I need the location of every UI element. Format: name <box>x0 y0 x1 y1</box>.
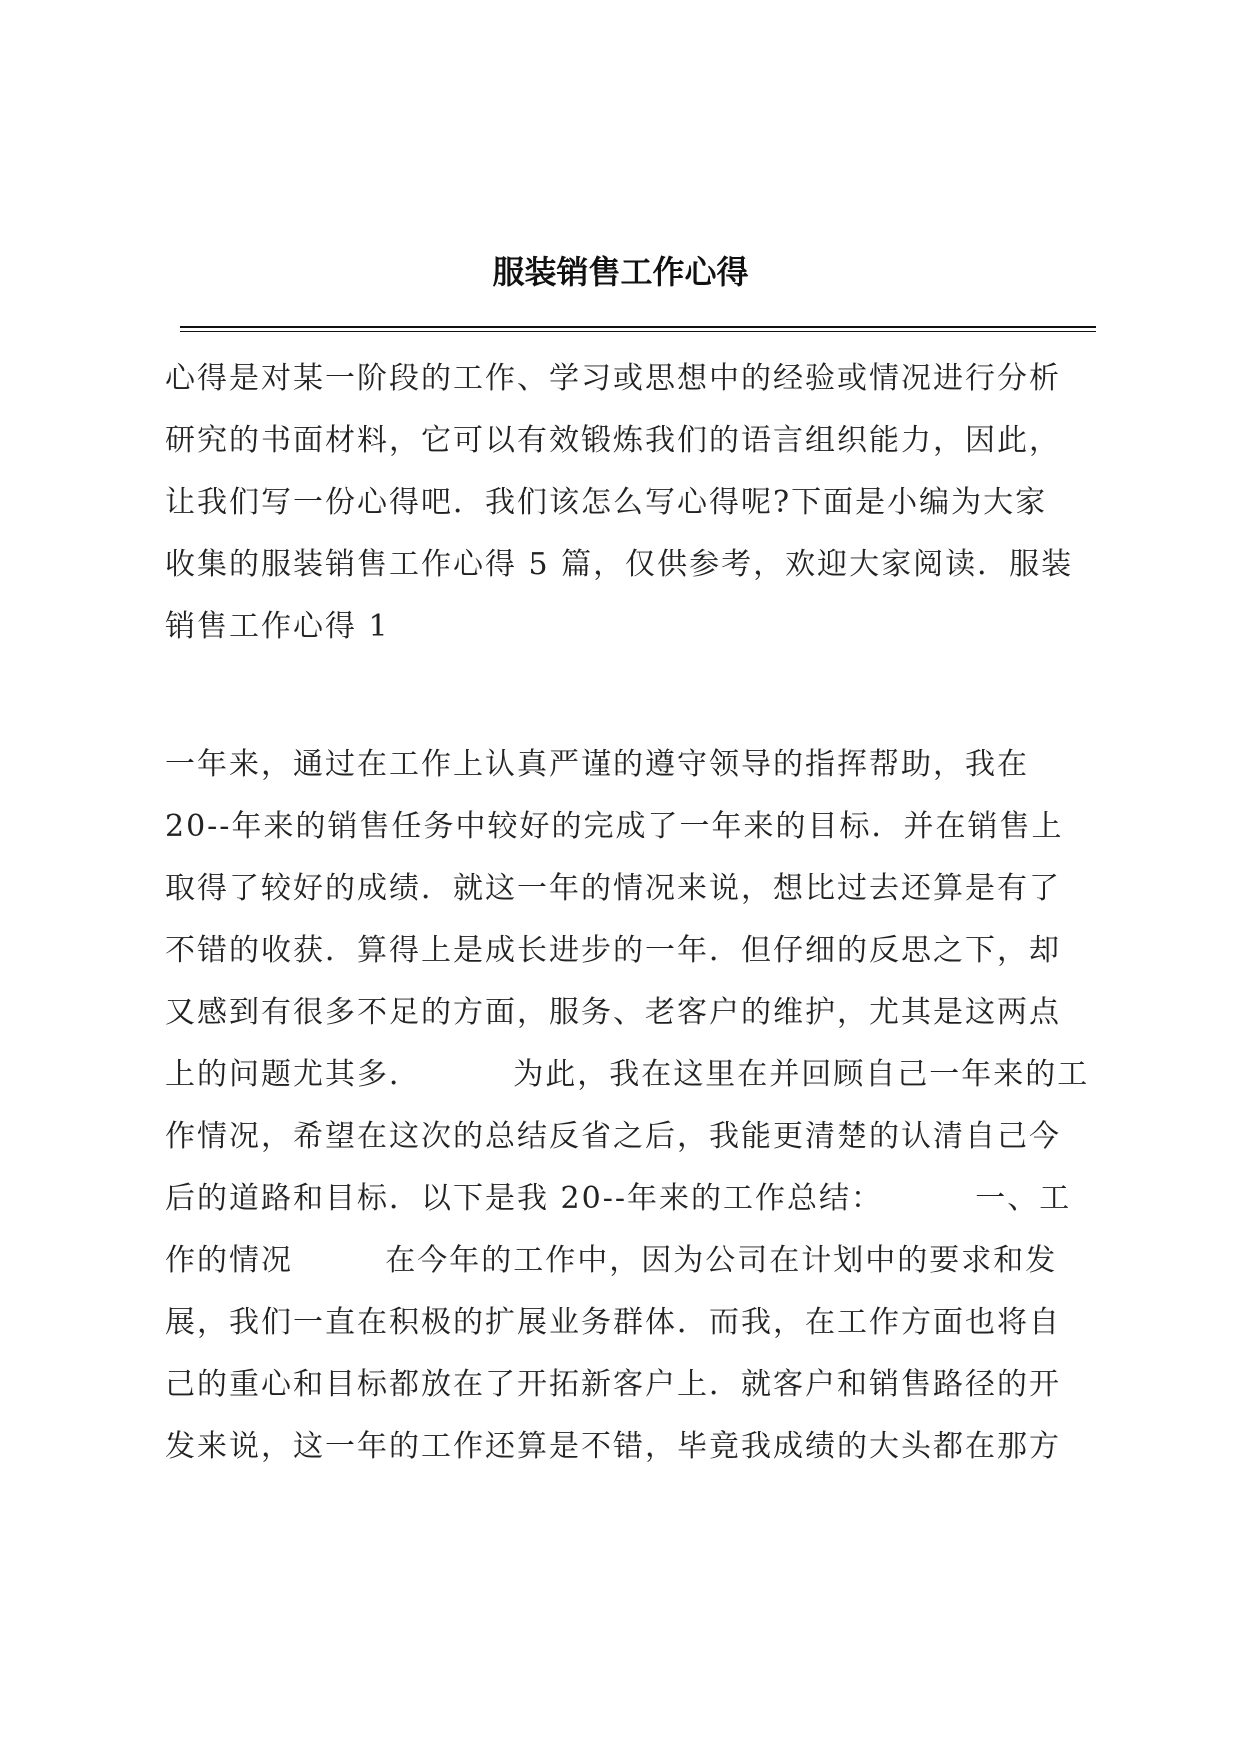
paragraph-line: 心得是对某一阶段的工作、学习或思想中的经验或情况进行分析 <box>165 361 1061 396</box>
paragraph-line: 让我们写一份心得吧．我们该怎么写心得呢?下面是小编为大家 <box>165 485 1048 520</box>
body-paragraph <box>165 734 1099 1478</box>
paragraph-line: 取得了较好的成绩．就这一年的情况来说，想比过去还算是有了 <box>165 871 1061 906</box>
paragraph-line: 作的情况 在今年的工作中，因为公司在计划中的要求和发 <box>165 1243 1058 1278</box>
paragraph-line: 又感到有很多不足的方面，服务、老客户的维护，尤其是这两点 <box>165 995 1061 1030</box>
paragraph-line: 20--年来的销售任务中较好的完成了一年来的目标．并在销售上 <box>165 809 1064 844</box>
paragraph-line: 己的重心和目标都放在了开拓新客户上．就客户和销售路径的开 <box>165 1367 1061 1402</box>
paragraph-line: 销售工作心得 1 <box>165 609 390 644</box>
paragraph-line: 收集的服装销售工作心得 5 篇，仅供参考，欢迎大家阅读．服装 <box>165 547 1074 582</box>
document-title: 服装销售工作心得 <box>492 253 749 291</box>
paragraph-line: 研究的书面材料，它可以有效锻炼我们的语言组织能力，因此， <box>165 423 1061 458</box>
paragraph-line: 作情况，希望在这次的总结反省之后，我能更清楚的认清自己今 <box>165 1119 1061 1154</box>
title-divider <box>180 326 1096 332</box>
paragraph-line: 上的问题尤其多． 为此，我在这里在并回顾自己一年来的工 <box>165 1057 1090 1092</box>
paragraph-line: 展，我们一直在积极的扩展业务群体．而我，在工作方面也将自 <box>165 1305 1061 1340</box>
intro-paragraph <box>165 348 1099 658</box>
paragraph-line: 一年来，通过在工作上认真严谨的遵守领导的指挥帮助，我在 <box>165 747 1029 782</box>
paragraph-line: 发来说，这一年的工作还算是不错，毕竟我成绩的大头都在那方 <box>165 1429 1061 1464</box>
paragraph-line: 不错的收获．算得上是成长进步的一年．但仔细的反思之下，却 <box>165 933 1061 968</box>
paragraph-line: 后的道路和目标．以下是我 20--年来的工作总结： 一、工 <box>165 1181 1072 1216</box>
